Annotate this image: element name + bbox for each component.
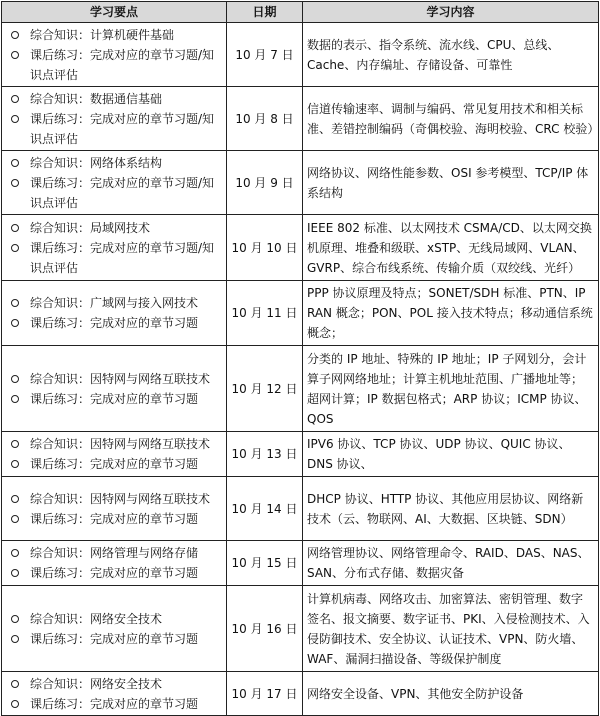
content-cell: 数据的表示、指令系统、流水线、CPU、总线、Cache、内存编址、存储设备、可靠性 bbox=[303, 23, 599, 87]
point-item: 课后练习：完成对应的章节习题/知识点评估 bbox=[6, 173, 222, 213]
table-header-row bbox=[2, 2, 599, 23]
date-cell: 10 月 10 日 bbox=[227, 215, 303, 281]
content-cell: IPV6 协议、TCP 协议、UDP 协议、QUIC 协议、DNS 协议、 bbox=[303, 432, 599, 477]
date-cell: 10 月 17 日 bbox=[227, 672, 303, 716]
point-item: 综合知识：因特网与网络互联技术 bbox=[6, 434, 222, 454]
table-row bbox=[2, 672, 599, 716]
content-cell: 网络协议、网络性能参数、OSI 参考模型、TCP/IP 体系结构 bbox=[303, 151, 599, 215]
content-cell: 计算机病毒、网络攻击、加密算法、密钥管理、数字签名、报文摘要、数字证书、PKI、入侵检测技术、入侵防御技术、安全协议、认证技术、VPN、防火墙、WAF、漏洞扫描设备、等级保护制度 bbox=[303, 586, 599, 672]
date-cell: 10 月 16 日 bbox=[227, 586, 303, 672]
table-row bbox=[2, 281, 599, 346]
table-row bbox=[2, 151, 599, 215]
point-item: 课后练习：完成对应的章节习题/知识点评估 bbox=[6, 45, 222, 85]
point-item: 课后练习：完成对应的章节习题/知识点评估 bbox=[6, 109, 222, 149]
content-cell: 网络管理协议、网络管理命令、RAID、DAS、NAS、SAN、分布式存储、数据灾备 bbox=[303, 541, 599, 586]
header-date: 日期 bbox=[227, 2, 303, 23]
point-item: 课后练习：完成对应的章节习题 bbox=[6, 563, 222, 583]
point-item: 课后练习：完成对应的章节习题 bbox=[6, 509, 222, 529]
date-cell: 10 月 9 日 bbox=[227, 151, 303, 215]
table-row bbox=[2, 87, 599, 151]
point-item: 课后练习：完成对应的章节习题 bbox=[6, 454, 222, 474]
points-cell bbox=[2, 477, 227, 541]
header-content: 学习内容 bbox=[303, 2, 599, 23]
table-row bbox=[2, 215, 599, 281]
point-item: 综合知识：广域网与接入网技术 bbox=[6, 293, 222, 313]
date-cell: 10 月 11 日 bbox=[227, 281, 303, 346]
table-row bbox=[2, 477, 599, 541]
date-cell: 10 月 12 日 bbox=[227, 346, 303, 432]
point-item: 综合知识：因特网与网络互联技术 bbox=[6, 369, 222, 389]
points-cell bbox=[2, 586, 227, 672]
points-cell bbox=[2, 215, 227, 281]
point-item: 综合知识：局域网技术 bbox=[6, 218, 222, 238]
content-cell: PPP 协议原理及特点；SONET/SDH 标准、PTN、IP RAN 概念；PON、POL 接入技术特点；移动通信系统概念； bbox=[303, 281, 599, 346]
date-cell: 10 月 13 日 bbox=[227, 432, 303, 477]
table-row bbox=[2, 346, 599, 432]
point-item: 课后练习：完成对应的章节习题 bbox=[6, 313, 222, 333]
points-cell bbox=[2, 672, 227, 716]
points-cell bbox=[2, 87, 227, 151]
points-cell bbox=[2, 346, 227, 432]
content-cell: 信道传输速率、调制与编码、常见复用技术和相关标准、差错控制编码（奇偶校验、海明校验、CRC 校验） bbox=[303, 87, 599, 151]
point-item: 课后练习：完成对应的章节习题 bbox=[6, 694, 222, 714]
date-cell: 10 月 15 日 bbox=[227, 541, 303, 586]
point-item: 综合知识：网络体系结构 bbox=[6, 153, 222, 173]
points-cell bbox=[2, 541, 227, 586]
points-cell bbox=[2, 151, 227, 215]
point-item: 综合知识：因特网与网络互联技术 bbox=[6, 489, 222, 509]
table-row bbox=[2, 23, 599, 87]
table-row bbox=[2, 432, 599, 477]
point-item: 综合知识：网络安全技术 bbox=[6, 674, 222, 694]
date-cell: 10 月 7 日 bbox=[227, 23, 303, 87]
points-cell bbox=[2, 432, 227, 477]
content-cell: IEEE 802 标准、以太网技术 CSMA/CD、以太网交换机原理、堆叠和级联、xSTP、无线局域网、VLAN、GVRP、综合布线系统、传输介质（双绞线、光纤） bbox=[303, 215, 599, 281]
point-item: 课后练习：完成对应的章节习题 bbox=[6, 389, 222, 409]
date-cell: 10 月 8 日 bbox=[227, 87, 303, 151]
point-item: 课后练习：完成对应的章节习题 bbox=[6, 629, 222, 649]
content-cell: 网络安全设备、VPN、其他安全防护设备 bbox=[303, 672, 599, 716]
header-points: 学习要点 bbox=[2, 2, 227, 23]
points-cell bbox=[2, 281, 227, 346]
study-plan-table bbox=[1, 1, 599, 716]
point-item: 综合知识：数据通信基础 bbox=[6, 89, 222, 109]
point-item: 综合知识：计算机硬件基础 bbox=[6, 25, 222, 45]
content-cell: 分类的 IP 地址、特殊的 IP 地址；IP 子网划分，会计算子网网络地址；计算主机地址范围、广播地址等；超网计算；IP 数据包格式；ARP 协议；ICMP 协议、QOS bbox=[303, 346, 599, 432]
content-cell: DHCP 协议、HTTP 协议、其他应用层协议、网络新技术（云、物联网、AI、大数据、区块链、SDN） bbox=[303, 477, 599, 541]
point-item: 课后练习：完成对应的章节习题/知识点评估 bbox=[6, 238, 222, 278]
point-item: 综合知识：网络管理与网络存储 bbox=[6, 543, 222, 563]
table-row bbox=[2, 541, 599, 586]
points-cell bbox=[2, 23, 227, 87]
point-item: 综合知识：网络安全技术 bbox=[6, 609, 222, 629]
table-row bbox=[2, 586, 599, 672]
date-cell: 10 月 14 日 bbox=[227, 477, 303, 541]
